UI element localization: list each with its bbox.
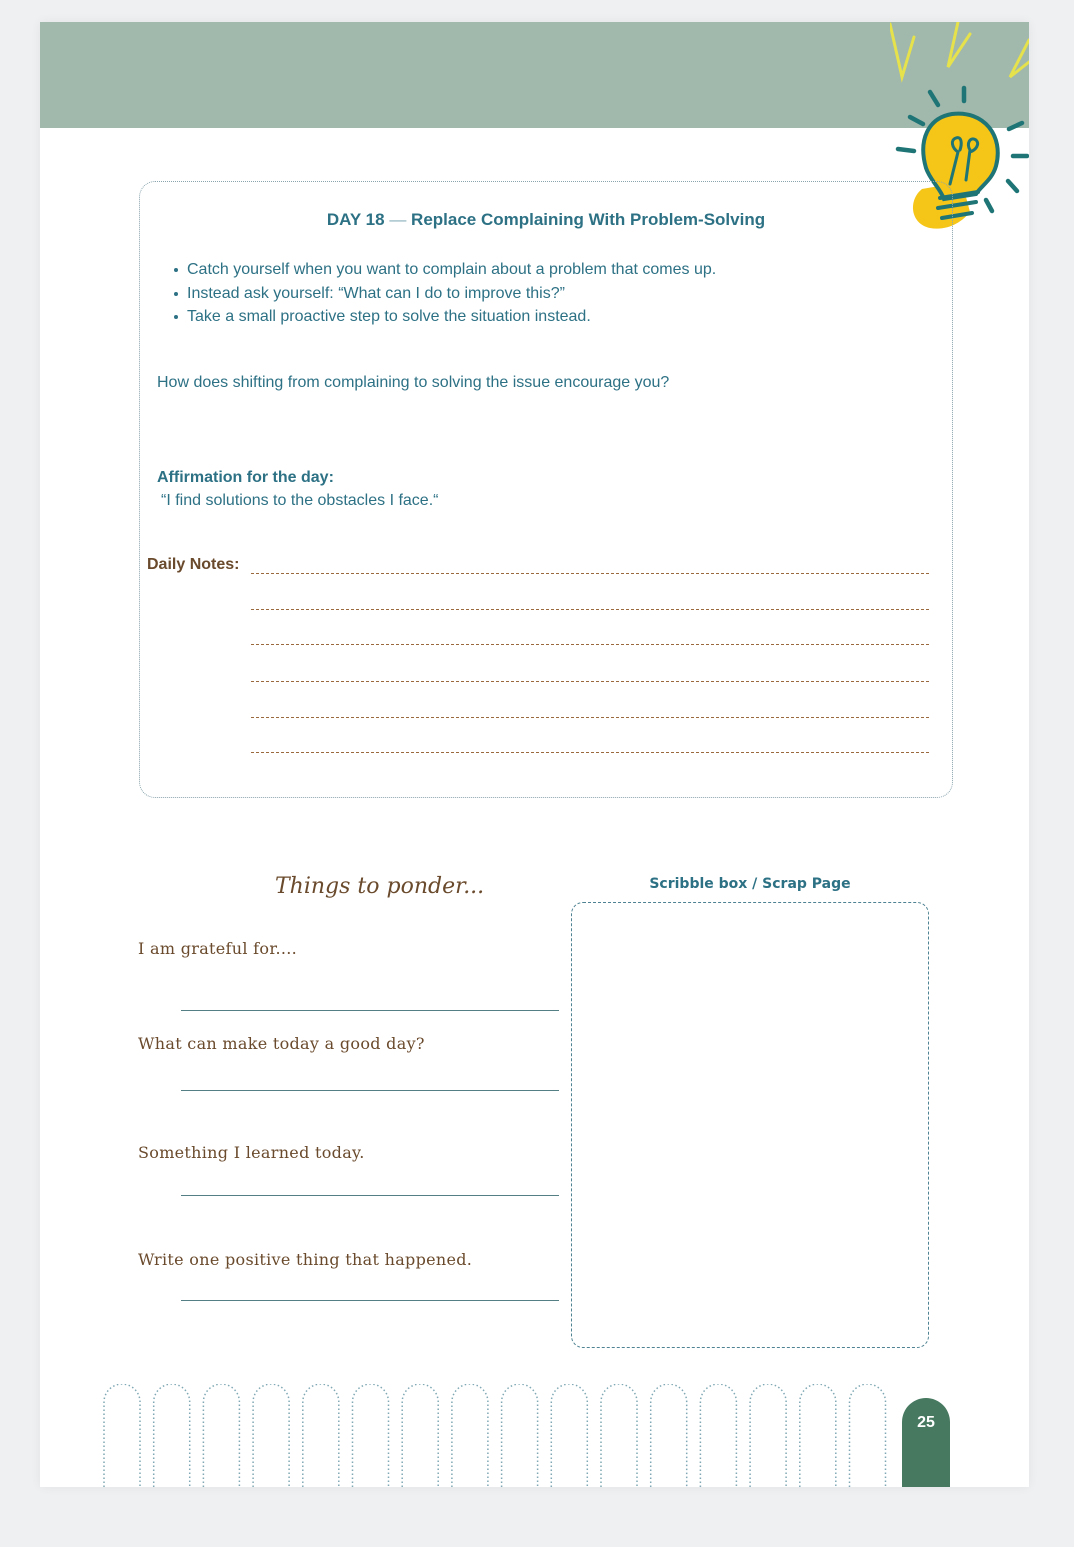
arch-shape [402, 1384, 438, 1487]
note-line[interactable] [251, 644, 929, 645]
arch-shape [104, 1384, 140, 1487]
arch-shape [502, 1384, 538, 1487]
note-line[interactable] [251, 752, 929, 753]
answer-line[interactable] [181, 1090, 559, 1091]
arch-shape [303, 1384, 339, 1487]
note-line[interactable] [251, 717, 929, 718]
page-number-tab [902, 1398, 950, 1487]
day-title [140, 210, 952, 230]
page-number: 25 [917, 1414, 935, 1431]
ponder-title: Things to ponder... [275, 874, 485, 899]
day-number: DAY 18 [326, 210, 385, 229]
header-band [40, 22, 1029, 128]
arch-shape [253, 1384, 289, 1487]
ponder-prompt-learned: Something I learned today. [138, 1143, 365, 1162]
list-item: Instead ask yourself: “What can I do to improve this?” [174, 282, 716, 306]
answer-line[interactable] [181, 1300, 559, 1301]
arch-shape [203, 1384, 239, 1487]
day-card [139, 181, 953, 798]
tips-list [174, 258, 716, 329]
answer-line[interactable] [181, 1195, 559, 1196]
arch-shape [700, 1384, 736, 1487]
affirmation-text: “I find solutions to the obstacles I face.“ [161, 492, 439, 509]
list-item: Catch yourself when you want to complain about a problem that comes up. [174, 258, 716, 282]
arch-shape [551, 1384, 587, 1487]
arch-shape [750, 1384, 786, 1487]
arch-border-decoration [100, 1384, 900, 1487]
affirmation-label: Affirmation for the day: [157, 469, 334, 486]
note-line[interactable] [251, 573, 929, 574]
scribble-title: Scribble box / Scrap Page [649, 876, 851, 892]
ponder-prompt-good-day: What can make today a good day? [138, 1034, 425, 1053]
ponder-prompt-positive: Write one positive thing that happened. [138, 1250, 473, 1269]
arch-shape [651, 1384, 687, 1487]
journal-page [40, 22, 1029, 1487]
daily-notes-label: Daily Notes: [147, 556, 240, 573]
scribble-box[interactable] [571, 902, 929, 1348]
note-line[interactable] [251, 681, 929, 682]
title-separator: — [389, 210, 407, 229]
answer-line[interactable] [181, 1010, 559, 1011]
arch-shape [452, 1384, 488, 1487]
arch-shape [601, 1384, 637, 1487]
reflection-question: How does shifting from complaining to solving the issue encourage you? [157, 374, 670, 391]
note-line[interactable] [251, 609, 929, 610]
arch-shape [850, 1384, 886, 1487]
arch-shape [353, 1384, 389, 1487]
day-topic: Replace Complaining With Problem-Solving [411, 210, 766, 229]
list-item: Take a small proactive step to solve the situation instead. [174, 305, 716, 329]
ponder-prompt-grateful: I am grateful for.... [138, 939, 298, 958]
arch-shape [154, 1384, 190, 1487]
arch-shape [800, 1384, 836, 1487]
